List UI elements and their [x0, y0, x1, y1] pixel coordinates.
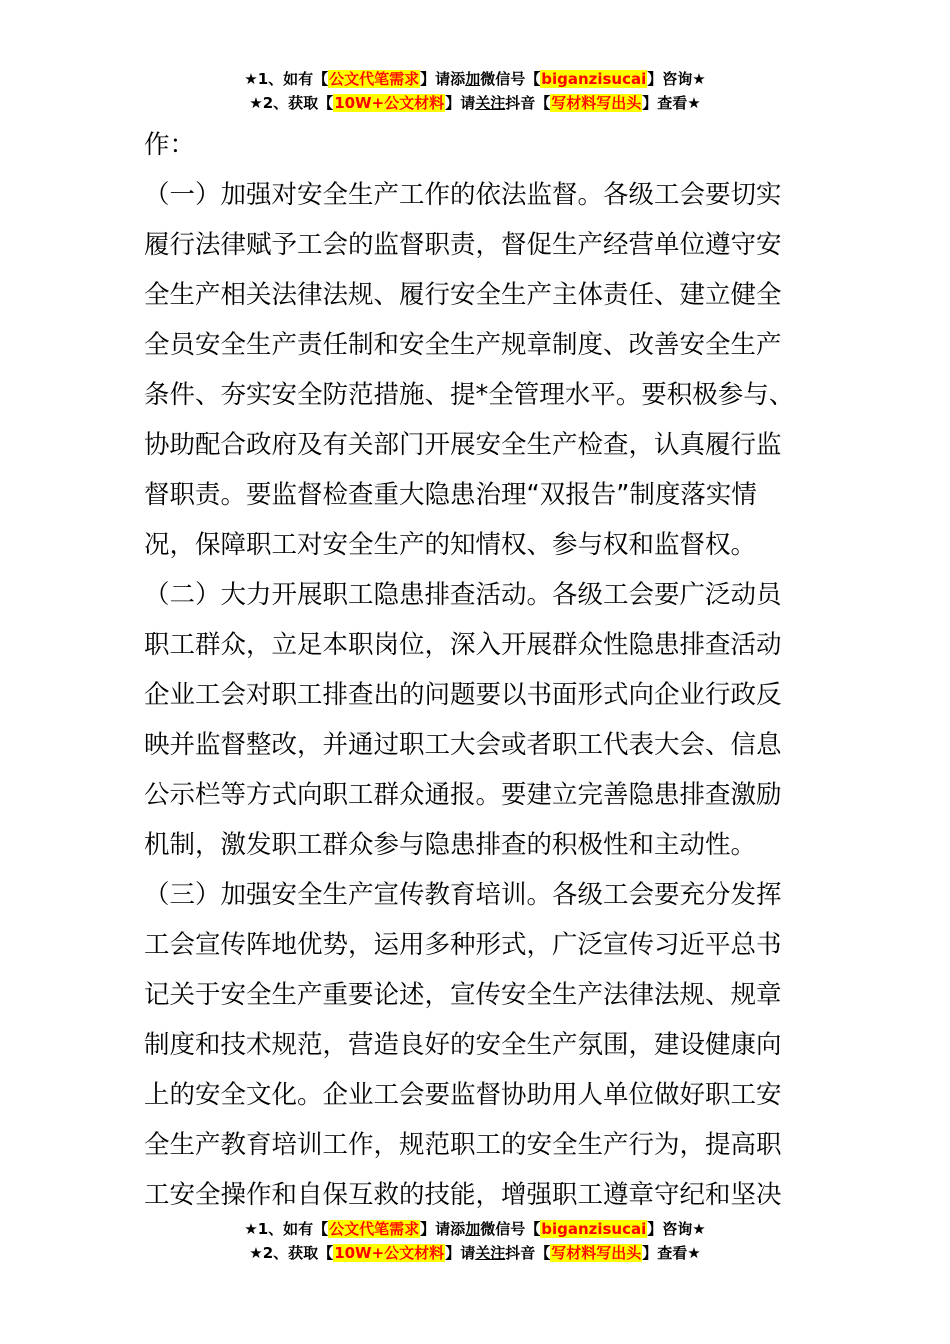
- banner-highlight: 10W+公文材料: [334, 94, 445, 112]
- banner-line-2: [0, 92, 950, 116]
- banner-text: 】查看★: [642, 1244, 701, 1262]
- banner-text: 】咨询★: [647, 70, 706, 88]
- body-line: 协助配合政府及有关部门开展安全生产检查，认真履行监: [144, 430, 782, 460]
- banner-text: 】咨询★: [647, 1220, 706, 1238]
- body-line: 条件、夯实安全防范措施、提*全管理水平。要积极参与、: [144, 380, 795, 410]
- body-line: 记关于安全生产重要论述，宣传安全生产法律法规、规章: [144, 980, 782, 1010]
- body-line: 全员安全生产责任制和安全生产规章制度、改善安全生产: [144, 330, 782, 360]
- footer-banner: [0, 1218, 950, 1266]
- banner-text: 】查看★: [642, 94, 701, 112]
- body-line: 全生产教育培训工作，规范职工的安全生产行为，提高职: [144, 1130, 782, 1160]
- banner-text: ★1、如有【: [244, 70, 329, 88]
- banner-highlight: 写材料写出头: [551, 1244, 642, 1262]
- banner-text: 】请: [445, 1244, 476, 1262]
- banner-underlined-text: 关注: [475, 94, 506, 112]
- banner-highlight: 10W+公文材料: [334, 1244, 445, 1262]
- body-line: 公示栏等方式向职工群众通报。要建立完善隐患排查激励: [144, 780, 782, 810]
- banner-highlight: 写材料写出头: [551, 94, 642, 112]
- body-line: （三）加强安全生产宣传教育培训。各级工会要充分发挥: [144, 880, 782, 910]
- body-line: 企业工会对职工排查出的问题要以书面形式向企业行政反: [144, 680, 782, 710]
- header-banner: [0, 68, 950, 116]
- document-body: [144, 120, 824, 1220]
- banner-text: 微信号【: [480, 70, 541, 88]
- body-line: 工安全操作和自保互救的技能，增强职工遵章守纪和坚决: [144, 1180, 782, 1210]
- body-line: （二）大力开展职工隐患排查活动。各级工会要广泛动员: [144, 580, 782, 610]
- body-line: 职工群众，立足本职岗位，深入开展群众性隐患排查活动: [144, 630, 782, 660]
- banner-underlined-text: 加: [465, 70, 481, 88]
- body-line: 督职责。要监督检查重大隐患治理“双报告”制度落实情: [144, 480, 757, 510]
- banner-text: ★2、获取【: [249, 1244, 334, 1262]
- banner-line-1: [0, 68, 950, 92]
- body-line: 上的安全文化。企业工会要监督协助用人单位做好职工安: [144, 1080, 782, 1110]
- banner-highlight: 公文代笔需求: [329, 70, 420, 88]
- body-line: 全生产相关法律法规、履行安全生产主体责任、建立健全: [144, 280, 782, 310]
- banner-text: 微信号【: [480, 1220, 541, 1238]
- banner-text: 抖音【: [505, 94, 551, 112]
- banner-highlight: biganzisucai: [541, 1220, 647, 1238]
- body-line: 履行法律赋予工会的监督职责，督促生产经营单位遵守安: [144, 230, 782, 260]
- body-line: 工会宣传阵地优势，运用多种形式，广泛宣传习近平总书: [144, 930, 782, 960]
- body-line: （一）加强对安全生产工作的依法监督。各级工会要切实: [144, 180, 782, 210]
- body-line: 作：: [144, 130, 196, 160]
- banner-highlight: biganzisucai: [541, 70, 647, 88]
- body-line: 机制，激发职工群众参与隐患排查的积极性和主动性。: [144, 830, 757, 860]
- banner-line-2: [0, 1242, 950, 1266]
- banner-text: ★1、如有【: [244, 1220, 329, 1238]
- body-line: 映并监督整改，并通过职工大会或者职工代表大会、信息: [144, 730, 782, 760]
- banner-text: 】请: [445, 94, 476, 112]
- body-line: 制度和技术规范，营造良好的安全生产氛围，建设健康向: [144, 1030, 782, 1060]
- banner-highlight: 公文代笔需求: [329, 1220, 420, 1238]
- banner-text: 抖音【: [505, 1244, 551, 1262]
- banner-line-1: [0, 1218, 950, 1242]
- banner-underlined-text: 关注: [475, 1244, 506, 1262]
- banner-underlined-text: 加: [465, 1220, 481, 1238]
- banner-text: 】请添: [420, 1220, 466, 1238]
- body-line: 况，保障职工对安全生产的知情权、参与权和监督权。: [144, 530, 757, 560]
- banner-text: ★2、获取【: [249, 94, 334, 112]
- banner-text: 】请添: [420, 70, 466, 88]
